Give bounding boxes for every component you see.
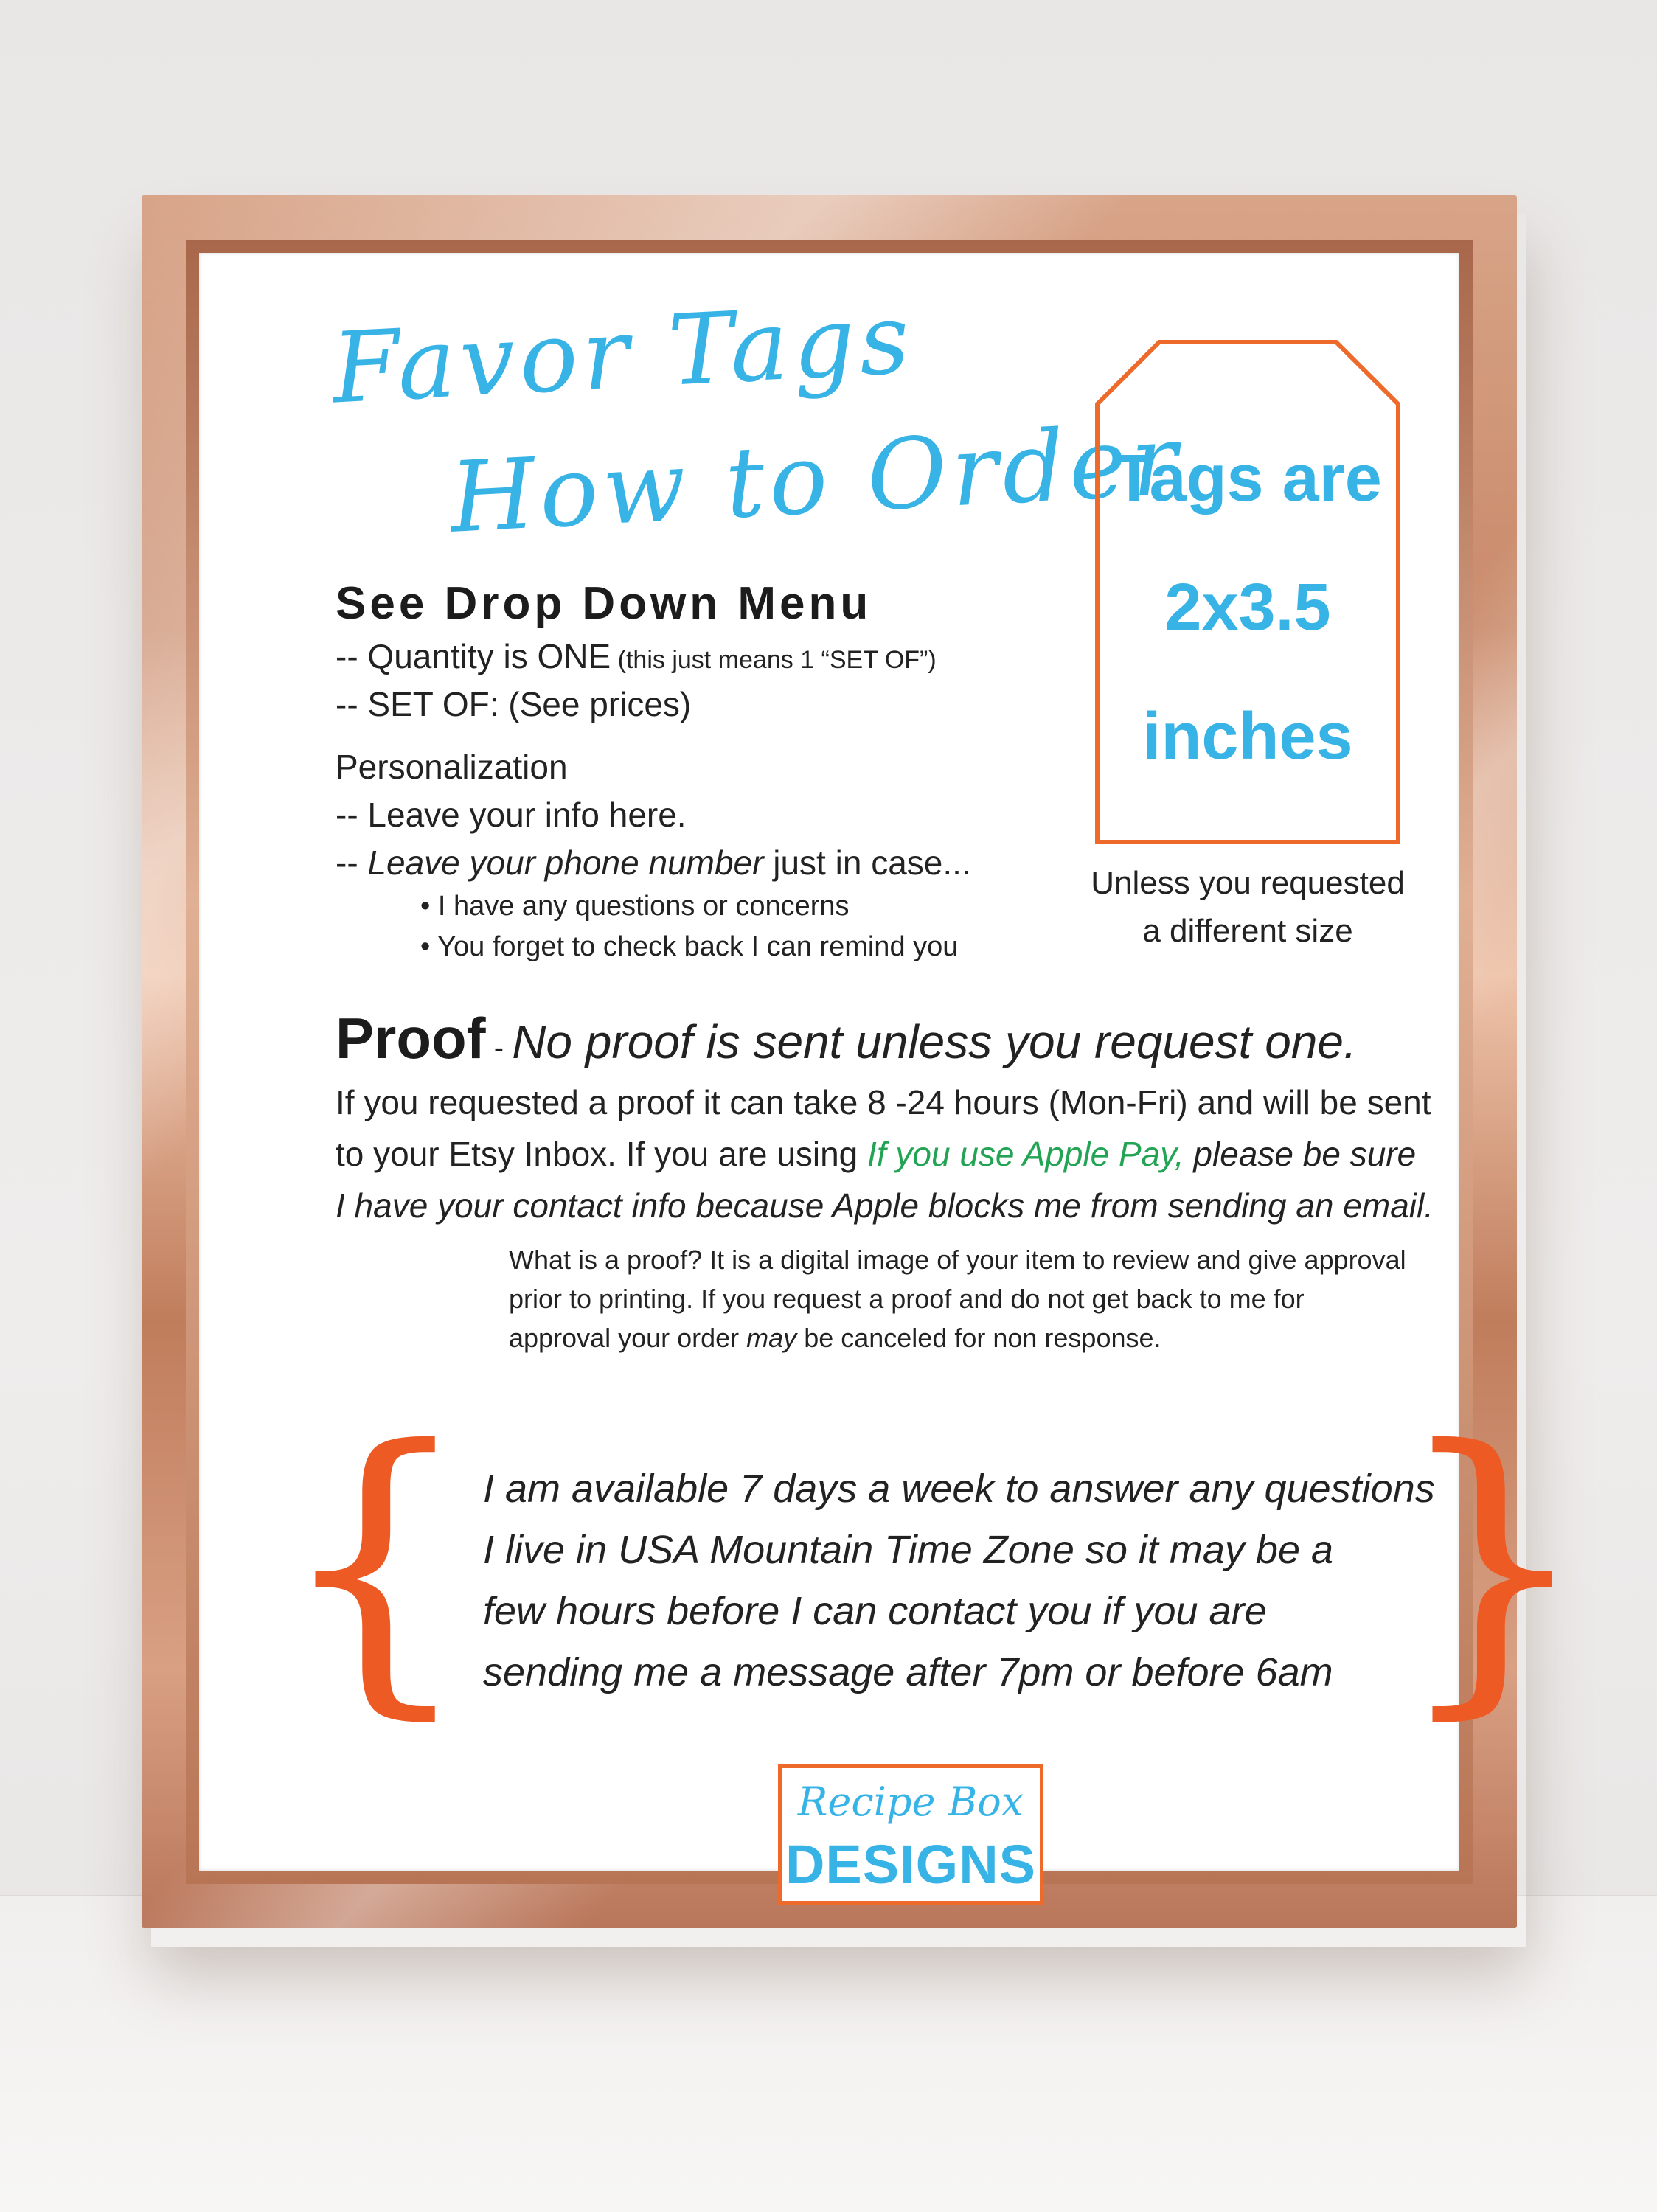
tag-text-line-2: 2x3.5 <box>1164 571 1331 644</box>
title-line-1: Favor Tags <box>329 282 917 426</box>
availability-line-4: sending me a message after 7pm or before 6am <box>483 1650 1333 1694</box>
proof-explain-line-2: prior to printing. If you request a proof and do not get back to me for <box>509 1284 1305 1314</box>
availability-line-1: I am available 7 days a week to answer any questions <box>483 1467 1435 1511</box>
bullet-remind: • You forget to check back I can remind you <box>420 931 959 962</box>
explain-3-prefix: approval your order <box>509 1323 747 1353</box>
availability-line-2: I live in USA Mountain Time Zone so it may be a <box>483 1528 1334 1572</box>
proof-body-line-3: I have your contact info because Apple blocks me from sending an email. <box>336 1186 1434 1225</box>
proof-body-2-suffix: please be sure <box>1184 1135 1417 1173</box>
right-brace-icon: } <box>1394 1385 1591 1745</box>
proof-explain-line-1: What is a proof? It is a digital image of your item to review and give approval <box>509 1245 1406 1275</box>
personalization-label: Personalization <box>336 748 568 786</box>
set-of-line: -- SET OF: (See prices) <box>336 685 692 723</box>
proof-body-2-prefix: to your Etsy Inbox. If you are using <box>336 1135 868 1173</box>
leave-info-line: -- Leave your info here. <box>336 796 687 834</box>
copper-picture-frame <box>142 195 1591 1928</box>
quantity-line <box>336 636 937 676</box>
availability-line-3: few hours before I can contact you if you are <box>483 1589 1267 1633</box>
title-line-2: How to Order <box>447 403 1185 555</box>
tag-text-line-1: Tags are <box>1114 442 1382 515</box>
proof-title: Proof <box>336 1006 486 1071</box>
proof-body-line-2 <box>336 1134 1416 1174</box>
left-brace-icon: { <box>277 1385 474 1745</box>
proof-dash: - <box>485 1032 513 1065</box>
size-note-line-1: Unless you requested <box>1091 865 1405 901</box>
quantity-text: -- Quantity is ONE <box>336 637 611 675</box>
dropdown-heading: See Drop Down Menu <box>336 578 872 629</box>
leave-phone-line <box>336 843 971 883</box>
proof-tagline: No proof is sent unless you request one. <box>512 1015 1357 1068</box>
explain-3-italic: may <box>746 1323 797 1353</box>
poster-paper <box>199 253 1591 1895</box>
explain-3-suffix: be canceled for non response. <box>796 1323 1161 1353</box>
leave-phone-prefix: -- <box>336 844 368 882</box>
bullet-questions: • I have any questions or concerns <box>420 891 850 922</box>
recipe-box-designs-logo <box>778 1764 1043 1905</box>
proof-heading <box>336 1005 1357 1072</box>
logo-script-text: Recipe Box <box>797 1778 1024 1825</box>
tag-text-line-3: inches <box>1142 700 1353 773</box>
logo-designs-text: DESIGNS <box>785 1834 1037 1895</box>
leave-phone-italic: Leave your phone number <box>367 844 764 882</box>
leave-phone-suffix: just in case... <box>763 844 971 882</box>
proof-body-line-1: If you requested a proof it can take 8 -24 hours (Mon-Fri) and will be sent <box>336 1083 1431 1121</box>
proof-explain-line-3 <box>509 1323 1161 1354</box>
quantity-note: (this just means 1 “SET OF”) <box>611 646 937 674</box>
size-note-line-2: a different size <box>1142 913 1353 949</box>
apple-pay-highlight: If you use Apple Pay, <box>867 1135 1184 1173</box>
